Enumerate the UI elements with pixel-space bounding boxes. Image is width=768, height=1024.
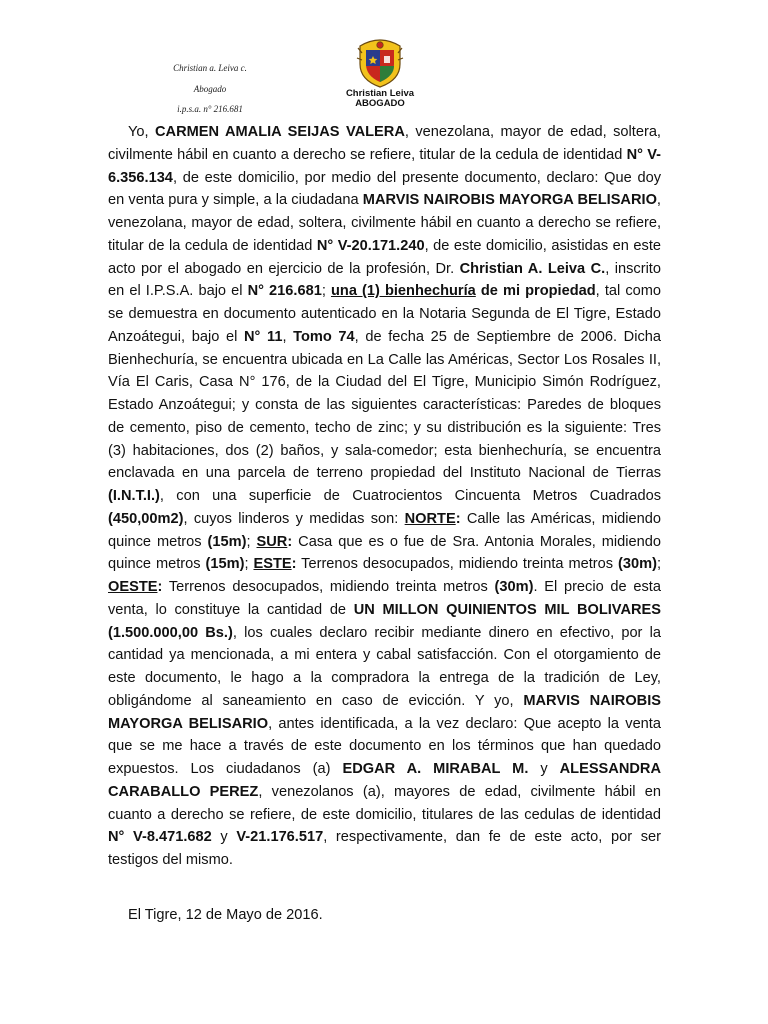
text-segment: Terrenos desocupados, midiendo treinta metros	[296, 556, 619, 573]
text-segment: , tal como se demuestra en documento autenticado en la Notaria Segunda de El Tigre, Estado Anzoátegui, bajo el	[108, 283, 662, 345]
text-segment: :	[291, 556, 297, 573]
text-segment: ;	[246, 533, 257, 550]
text-segment: N° V-8.471.682	[108, 829, 212, 846]
text-segment: (30m)	[494, 579, 534, 595]
document-body	[108, 121, 661, 872]
text-segment: , de este domicilio, asistidas en este acto por el abogado en ejercicio de la profesión, Dr.	[108, 237, 661, 277]
text-segment: N° 11	[243, 328, 283, 345]
text-segment: Yo,	[128, 124, 156, 140]
logo-name: Christian Leiva	[345, 88, 415, 99]
logo-title: ABOGADO	[355, 98, 405, 109]
text-segment: y	[528, 761, 560, 777]
text-segment: V-21.176.517	[236, 829, 324, 846]
text-segment: , respectivamente, dan fe de este acto, por ser testigos del mismo.	[108, 829, 661, 868]
text-segment: una (1) bienhechuría	[330, 283, 476, 300]
text-segment: . El precio de esta venta, lo constituye la cantidad de	[108, 579, 661, 618]
shield-crest-icon	[354, 36, 406, 88]
lawyer-title: Abogado	[193, 83, 227, 94]
text-segment: NORTE	[404, 510, 456, 527]
lawyer-name: Christian a. Leiva c.	[173, 63, 247, 73]
text-segment: Tomo 74	[293, 328, 355, 345]
text-segment: MARVIS NAIROBIS MAYORGA BELISARIO	[108, 692, 661, 732]
text-segment: OESTE	[108, 579, 158, 595]
text-segment: de mi propiedad	[480, 283, 596, 300]
text-segment: , venezolana, mayor de edad, soltera, civilmente hábil en cuanto a derecho se refiere, titular de la cedula de identidad	[108, 124, 661, 163]
text-segment: N° V-6.356.134	[108, 146, 661, 186]
text-segment: , de este domicilio, por medio del presente documento, declaro: Que doy en venta pura y simple, a la ciudadana	[108, 169, 661, 209]
letterhead-info	[150, 58, 270, 120]
text-segment: (15m)	[205, 556, 245, 573]
text-segment: y	[211, 829, 237, 846]
text-segment: ALESSANDRA CARABALLO PEREZ	[108, 761, 661, 800]
text-segment: EDGAR A. MIRABAL M.	[342, 761, 529, 777]
text-segment: CARMEN AMALIA SEIJAS VALERA	[155, 124, 405, 140]
text-segment: (I.N.T.I.)	[108, 488, 160, 504]
text-segment: Calle las Américas, midiendo quince metros	[108, 510, 662, 550]
text-segment: UN MILLON QUINIENTOS MIL BOLIVARES (1.500.000,00 Bs.)	[108, 601, 661, 641]
text-segment: , venezolanos (a), mayores de edad, civilmente hábil en cuanto a derecho se refiere, de este domicilio, titulares de las cedulas de identidad	[108, 783, 661, 823]
text-segment: (30m)	[618, 556, 657, 573]
text-segment: , los cuales declaro recibir mediante dinero en efectivo, por la cantidad ya mencionada, a mi entera y cabal satisfacción. Con el otorgamiento de este documento, le hago a la compradora la entrega de la tradición de Ley, obligándome al saneamiento en caso de evicción. Y yo,	[108, 624, 661, 709]
text-segment: ;	[244, 556, 254, 573]
text-segment: ,	[282, 328, 294, 345]
text-segment: ;	[321, 283, 331, 300]
text-segment: Terrenos desocupados, midiendo treinta metros	[162, 579, 495, 595]
text-segment: N° 216.681	[247, 283, 322, 300]
text-segment: Casa que es o fue de Sra. Antonia Morales, midiendo quince metros	[108, 533, 662, 573]
text-segment: (15m)	[207, 533, 247, 550]
text-segment: , con una superficie de Cuatrocientos Cincuenta Metros Cuadrados	[159, 488, 661, 504]
text-segment: , cuyos linderos y medidas son:	[183, 510, 405, 527]
law-firm-logo	[345, 36, 415, 109]
text-segment: , inscrito en el I.P.S.A. bajo el	[108, 260, 661, 300]
text-segment: N° V-20.171.240	[316, 237, 425, 254]
lawyer-registry: i.p.s.a. n° 216.681	[177, 104, 243, 114]
text-segment: Christian A. Leiva C.	[459, 260, 606, 277]
text-segment: :	[157, 579, 163, 595]
text-segment: , antes identificada, a la vez declaro: Que acepto la venta que se me hace a través de este documento en los términos que han quedado expuestos. Los ciudadanos (a)	[108, 715, 661, 777]
text-segment: MARVIS NAIROBIS MAYORGA BELISARIO	[362, 192, 657, 209]
text-segment: SUR	[256, 533, 288, 550]
text-segment: ESTE	[253, 556, 292, 573]
text-segment: :	[455, 510, 461, 527]
text-segment: (450,00m2)	[108, 510, 184, 527]
closing-date: El Tigre, 12 de Mayo de 2016.	[128, 907, 323, 923]
text-segment: ;	[656, 556, 662, 573]
text-segment: :	[287, 533, 293, 550]
text-segment: , venezolana, mayor de edad, soltera, civilmente hábil en cuanto a derecho se refiere, titular de la cedula de identidad	[108, 192, 661, 254]
text-segment: , de fecha 25 de Septiembre de 2006. Dicha Bienhechuría, se encuentra ubicada en La Calle las Américas, Sector Los Rosales II, Vía El Caris, Casa N° 176, de la Ciudad del El Tigre, Municipio Simón Rodríguez, Estado Anzoátegui; y consta de las siguientes características: Paredes de bloques de cemento, piso de cemento, techo de zinc; y su distribución es la siguiente: Tres (3) habitaciones, dos (2) baños, y sala-comedor; esta bienhechuría, se encuentra enclavada en una parcela de terreno propiedad del Instituto Nacional de Tierras	[108, 328, 661, 482]
